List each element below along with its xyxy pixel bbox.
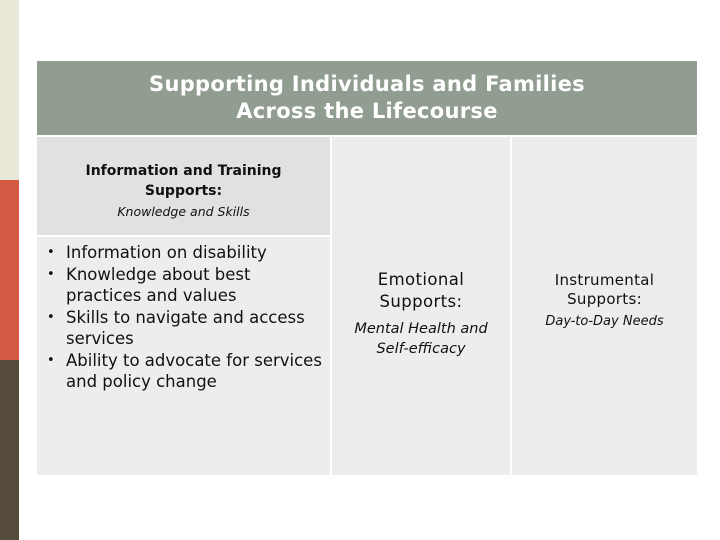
bullet-icon: • — [47, 245, 55, 260]
information-supports-list — [45, 242, 330, 393]
bullet-icon: • — [47, 352, 55, 368]
information-supports-header — [37, 137, 330, 235]
instrumental-supports-title: Instrumental Supports: — [554, 271, 655, 308]
information-supports-subtitle: Knowledge and Skills — [117, 204, 250, 219]
instrumental-supports-cell — [512, 137, 697, 475]
accent-strip-bottom — [0, 360, 19, 540]
list-item: • Information on disability — [47, 243, 267, 262]
emotional-supports-subtitle: Mental Health and Self-efficacy — [354, 321, 488, 357]
emotional-supports-title: Emotional Supports: — [377, 270, 465, 311]
bullet-icon: • — [47, 309, 55, 325]
list-item: • Skills to navigate and access services — [47, 307, 305, 348]
table-header — [37, 61, 697, 135]
accent-strip-top — [0, 0, 19, 180]
list-item: • Knowledge about best practices and values — [47, 264, 251, 305]
information-supports-list-cell — [37, 237, 330, 475]
bullet-icon: • — [47, 266, 55, 282]
table-title: Supporting Individuals and Families Across the Lifecourse — [149, 72, 585, 123]
information-supports-title: Information and Training Supports: — [85, 163, 282, 199]
emotional-supports-cell — [332, 137, 510, 475]
accent-strip-middle — [0, 180, 19, 360]
list-item: • Ability to advocate for services and policy change — [47, 350, 322, 391]
instrumental-supports-subtitle: Day-to-Day Needs — [545, 314, 664, 329]
supports-table — [37, 137, 697, 475]
